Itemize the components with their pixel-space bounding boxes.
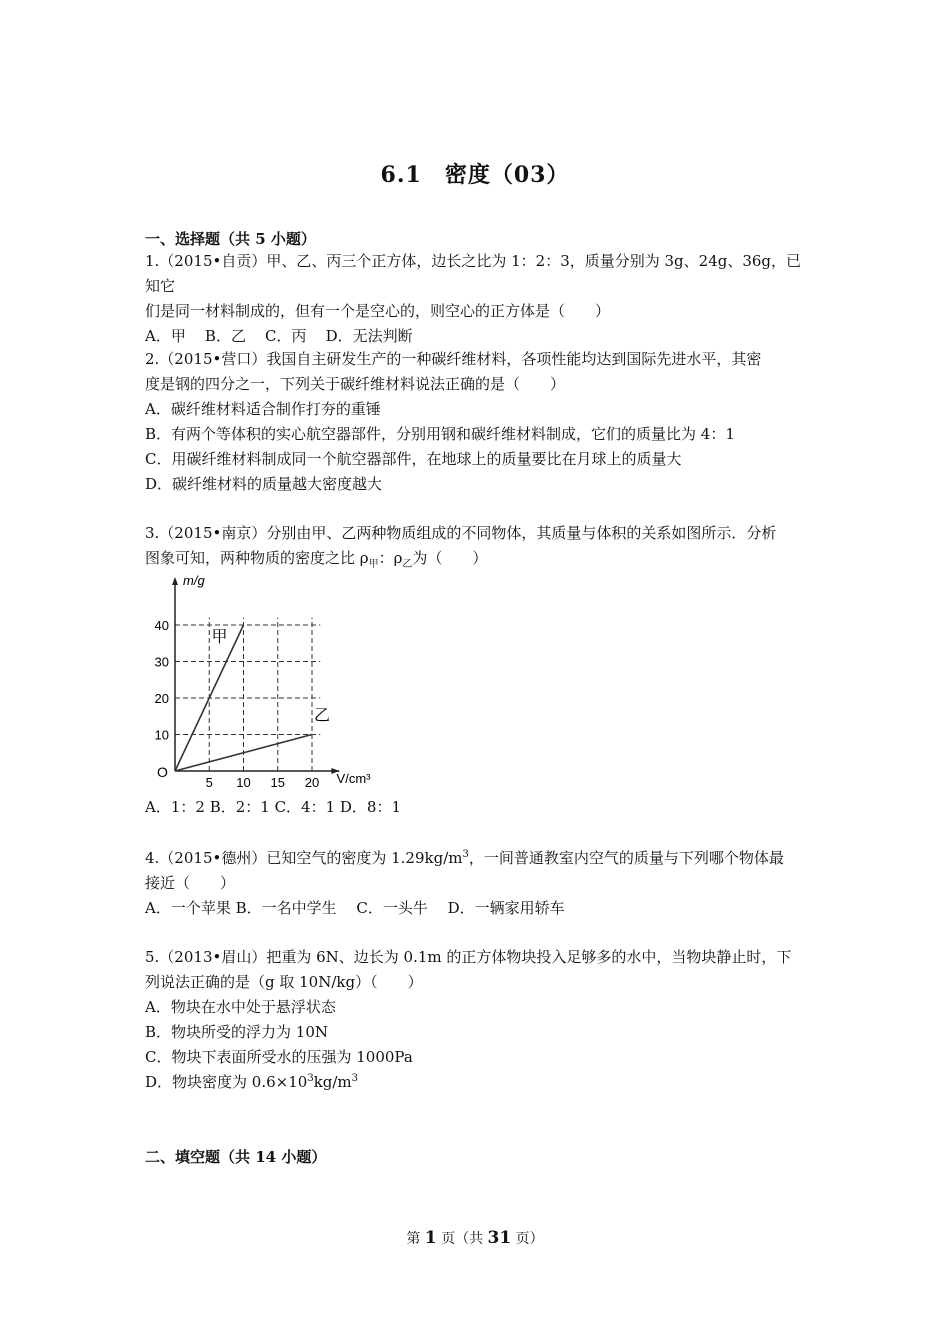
y-tick-label: 40 [154, 618, 169, 633]
q1-option-b: B．乙 [204, 327, 246, 345]
question-3 [145, 521, 810, 571]
page-footer [0, 1228, 950, 1248]
mass-volume-chart [145, 573, 395, 788]
x-tick-label: 20 [304, 775, 320, 788]
total-pages: 31 [487, 1228, 512, 1248]
q3-sub-jia: 甲 [368, 559, 379, 570]
q1-line2: 们是同一材料制成的，但有一个是空心的，则空心的正方体是（ ） [145, 302, 611, 320]
series-label-yi: 乙 [314, 707, 331, 725]
q1-option-a: A．甲 [145, 327, 186, 345]
x-tick-label: 5 [205, 775, 213, 788]
page-title: 6.1 密度（03） [380, 162, 570, 188]
q1-options [145, 324, 810, 349]
q5-option-d-unit: kg/m [313, 1073, 352, 1091]
x-axis-label: V/cm³ [336, 771, 371, 786]
origin-label: O [157, 764, 168, 780]
series-line-yi [175, 735, 312, 772]
footer-mid: 页（共 [436, 1231, 488, 1247]
q2-option-a: A．碳纤维材料适合制作打夯的重锤 [145, 400, 381, 418]
q3-line2-text: 图象可知，两种物质的密度之比 ρ [145, 549, 369, 567]
q3-line1: 3.（2015•南京）分别由甲、乙两种物质组成的不同物体，其质量与体积的关系如图所示．分析 [145, 524, 777, 542]
current-page: 1 [424, 1228, 437, 1248]
footer-post: 页） [511, 1231, 544, 1247]
chart-grid [175, 618, 320, 771]
q5-option-d [145, 1070, 810, 1095]
section-heading-fill: 二、填空题（共 14 小题） [145, 1148, 327, 1166]
q3-options: A．1：2 B．2：1 C．4：1 D．8：1 [145, 798, 402, 816]
question-1 [145, 249, 810, 349]
y-axis-arrow [172, 577, 178, 585]
q2-line1: 2.（2015•营口）我国自主研发生产的一种碳纤维材料，各项性能均达到国际先进水平，其密 [145, 350, 762, 368]
y-tick-label: 30 [154, 654, 169, 670]
q5-line1: 5.（2013•眉山）把重为 6N、边长为 0.1m 的正方体物块投入足够多的水中，当物块静止时，下 [145, 948, 792, 966]
q5-option-c: C．物块下表面所受水的压强为 1000Pa [145, 1048, 413, 1066]
chart-axes [172, 577, 339, 774]
footer-pre: 第 [406, 1231, 425, 1247]
q4-line2: 接近（ ） [145, 874, 236, 892]
x-tick-label: 10 [236, 775, 251, 788]
q2-option-b: B．有两个等体积的实心航空器部件，分别用钢和碳纤维材料制成，它们的质量比为 4：1 [145, 425, 735, 443]
q5-sup-exp: 3 [307, 1073, 314, 1084]
question-2 [145, 347, 810, 497]
section-heading-choice: 一、选择题（共 5 小题） [145, 230, 316, 248]
q2-option-c: C．用碳纤维材料制成同一个航空器部件，在地球上的质量要比在月球上的质量大 [145, 450, 682, 468]
question-5 [145, 945, 810, 1095]
q3-line2-end: 为（ ） [412, 549, 488, 567]
q3-ratio-colon: ：ρ [378, 549, 403, 567]
y-tick-label: 20 [154, 691, 169, 706]
q3-sub-yi: 乙 [402, 559, 413, 570]
q4-line1 [145, 846, 810, 871]
q5-option-d-text: D．物块密度为 0.6×10 [145, 1073, 308, 1091]
q1-line1: 1.（2015•自贡）甲、乙、丙三个正方体，边长之比为 1：2：3，质量分别为 3g、24g、36g，已知它 [145, 252, 802, 295]
q4-options: A．一个苹果 B．一名中学生 C．一头牛 D．一辆家用轿车 [145, 899, 565, 917]
q4-sup: 3 [462, 849, 469, 860]
q3-line2 [145, 546, 810, 571]
q5-option-b: B．物块所受的浮力为 10N [145, 1023, 329, 1041]
q5-option-a: A．物块在水中处于悬浮状态 [145, 998, 336, 1016]
y-axis-label: m/g [183, 573, 205, 588]
q5-line2: 列说法正确的是（g 取 10N/kg）（ ） [145, 973, 423, 991]
q2-option-d: D．碳纤维材料的质量越大密度越大 [145, 475, 383, 493]
question-4 [145, 846, 810, 921]
q4-line1-end: ，一间普通教室内空气的质量与下列哪个物体最 [468, 849, 784, 867]
q2-line2: 度是钢的四分之一，下列关于碳纤维材料说法正确的是（ ） [145, 375, 566, 393]
q1-option-d: D．无法判断 [325, 327, 413, 345]
q1-option-c: C．丙 [265, 327, 307, 345]
x-tick-label: 15 [270, 775, 285, 788]
q5-sup-unit: 3 [351, 1073, 359, 1084]
y-tick-label: 10 [154, 727, 169, 743]
series-label-jia: 甲 [211, 629, 228, 646]
q4-line1-text: 4.（2015•德州）已知空气的密度为 1.29kg/m [145, 849, 463, 867]
